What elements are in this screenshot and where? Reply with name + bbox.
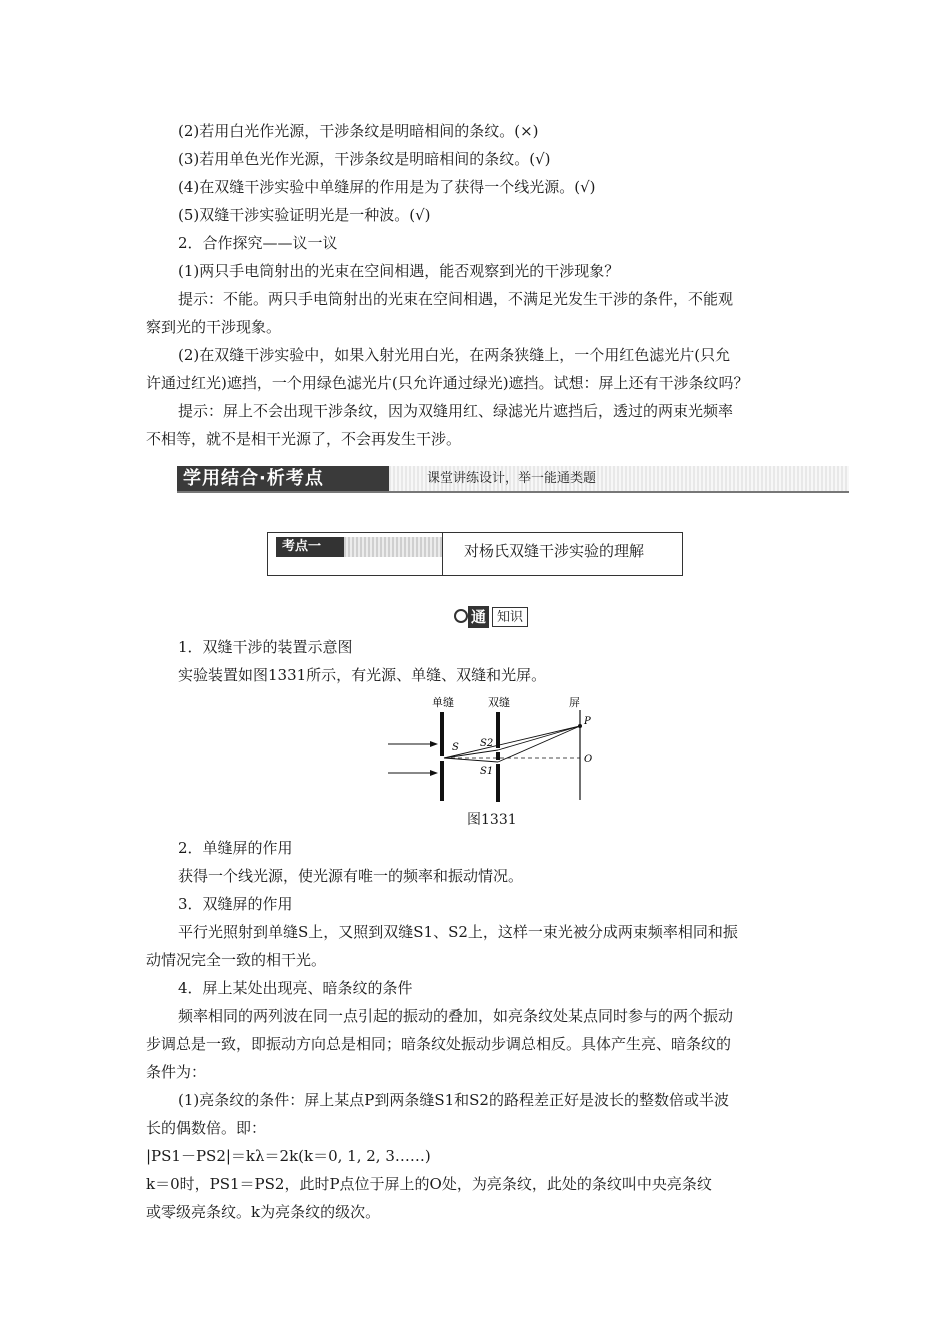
double-slit-middle	[496, 752, 500, 760]
heading-3: 3．双缝屏的作用	[178, 895, 293, 913]
para-6-line2: 或零级亮条纹。k为亮条纹的级次。	[146, 1203, 381, 1221]
label-s1: S1	[480, 766, 494, 777]
heading-4: 4．屏上某处出现亮、暗条纹的条件	[178, 979, 413, 997]
tongzhishi-label	[454, 606, 530, 628]
label-screen: 屏	[569, 696, 580, 709]
arrow-head-2	[430, 770, 438, 776]
ray-s-s1	[444, 758, 498, 762]
label-o: O	[584, 754, 593, 765]
kaodian-tag: 考点一	[276, 537, 344, 557]
section-banner	[177, 466, 849, 492]
para-1: 实验装置如图1331所示，有光源、单缝、双缝和光屏。	[178, 666, 547, 684]
judgement-5: (5)双缝干涉实验证明光是一种波。(√)	[178, 206, 431, 224]
question-2-line1: (2)在双缝干涉实验中，如果入射光用白光，在两条狭缝上，一个用红色滤光片(只允	[178, 346, 731, 364]
banner-rule	[177, 491, 849, 493]
heading-discuss: 2．合作探究——议一议	[178, 234, 338, 252]
tongzhishi-sub: 知识	[492, 607, 528, 627]
label-s: S	[452, 742, 459, 753]
kaodian-box	[267, 532, 683, 576]
judgement-2: (2)若用白光作光源，干涉条纹是明暗相间的条纹。(×)	[178, 122, 539, 140]
para-4-line2: 步调总是一致，即振动方向总是相同；暗条纹处振动步调总相反。具体产生亮、暗条纹的	[146, 1035, 732, 1053]
para-5-line1: (1)亮条纹的条件：屏上某点P到两条缝S1和S2的路程差正好是波长的整数倍或半波	[178, 1091, 729, 1109]
question-2-line2: 许通过红光)遮挡，一个用绿色滤光片(只允许通过绿光)遮挡。试想：屏上还有干涉条纹吗？	[146, 374, 749, 392]
hint-1-line2: 察到光的干涉现象。	[146, 318, 282, 336]
judgement-4: (4)在双缝干涉实验中单缝屏的作用是为了获得一个线光源。(√)	[178, 178, 596, 196]
para-4-line3: 条件为：	[146, 1063, 207, 1081]
arrow-head-1	[430, 741, 438, 747]
hint-1-line1: 提示：不能。两只手电筒射出的光束在空间相遇，不满足光发生干涉的条件，不能观	[178, 290, 734, 308]
double-slit-bottom	[496, 764, 500, 802]
heading-1: 1．双缝干涉的装置示意图	[178, 638, 353, 656]
kaodian-stripe	[344, 537, 442, 557]
heading-2: 2．单缝屏的作用	[178, 839, 293, 857]
judgement-3: (3)若用单色光作光源，干涉条纹是明暗相间的条纹。(√)	[178, 150, 551, 168]
ray-s2-p	[498, 726, 580, 750]
double-slit-top	[496, 712, 500, 748]
banner-title: 学用结合·析考点	[177, 466, 389, 491]
kaodian-title: 对杨氏双缝干涉实验的理解	[464, 542, 645, 560]
point-p	[578, 724, 582, 728]
para-3-line1: 平行光照射到单缝S上，又照到双缝S1、S2上，这样一束光被分成两束频率相同和振	[178, 923, 738, 941]
para-4-line1: 频率相同的两列波在同一点引起的振动的叠加，如亮条纹处某点同时参与的两个振动	[178, 1007, 734, 1025]
para-2: 获得一个线光源，使光源有唯一的频率和振动情况。	[178, 867, 524, 885]
ray-s-p	[444, 726, 580, 758]
label-p: P	[584, 716, 591, 727]
label-double-slit: 双缝	[488, 696, 510, 709]
tongzhishi-main: 通	[468, 606, 489, 628]
figure-caption: 图1331	[467, 812, 517, 828]
para-6-line1: k＝0时，PS1＝PS2，此时P点位于屏上的O处，为亮条纹，此处的条纹叫中央亮条纹	[146, 1175, 712, 1193]
ray-s1-p	[498, 726, 580, 762]
para-3-line2: 动情况完全一致的相干光。	[146, 951, 327, 969]
question-1: (1)两只手电筒射出的光束在空间相遇，能否观察到光的干涉现象？	[178, 262, 620, 280]
hint-2-line1: 提示：屏上不会出现干涉条纹，因为双缝用红、绿滤光片遮挡后，透过的两束光频率	[178, 402, 734, 420]
single-slit-top	[440, 712, 444, 756]
para-5-line2: 长的偶数倍。即：	[146, 1119, 267, 1137]
label-single-slit: 单缝	[432, 696, 454, 709]
banner-subtitle: 课堂讲练设计，举一能通类题	[427, 471, 597, 486]
hint-2-line2: 不相等，就不是相干光源了，不会再发生干涉。	[146, 430, 462, 448]
bullet-icon	[454, 609, 468, 623]
label-s2: S2	[480, 738, 494, 749]
kaodian-divider	[442, 533, 443, 575]
double-slit-diagram	[388, 692, 608, 804]
formula: |PS1－PS2|＝kλ＝2k(k＝0, 1, 2, 3……)	[146, 1147, 431, 1165]
single-slit-bottom	[440, 761, 444, 801]
